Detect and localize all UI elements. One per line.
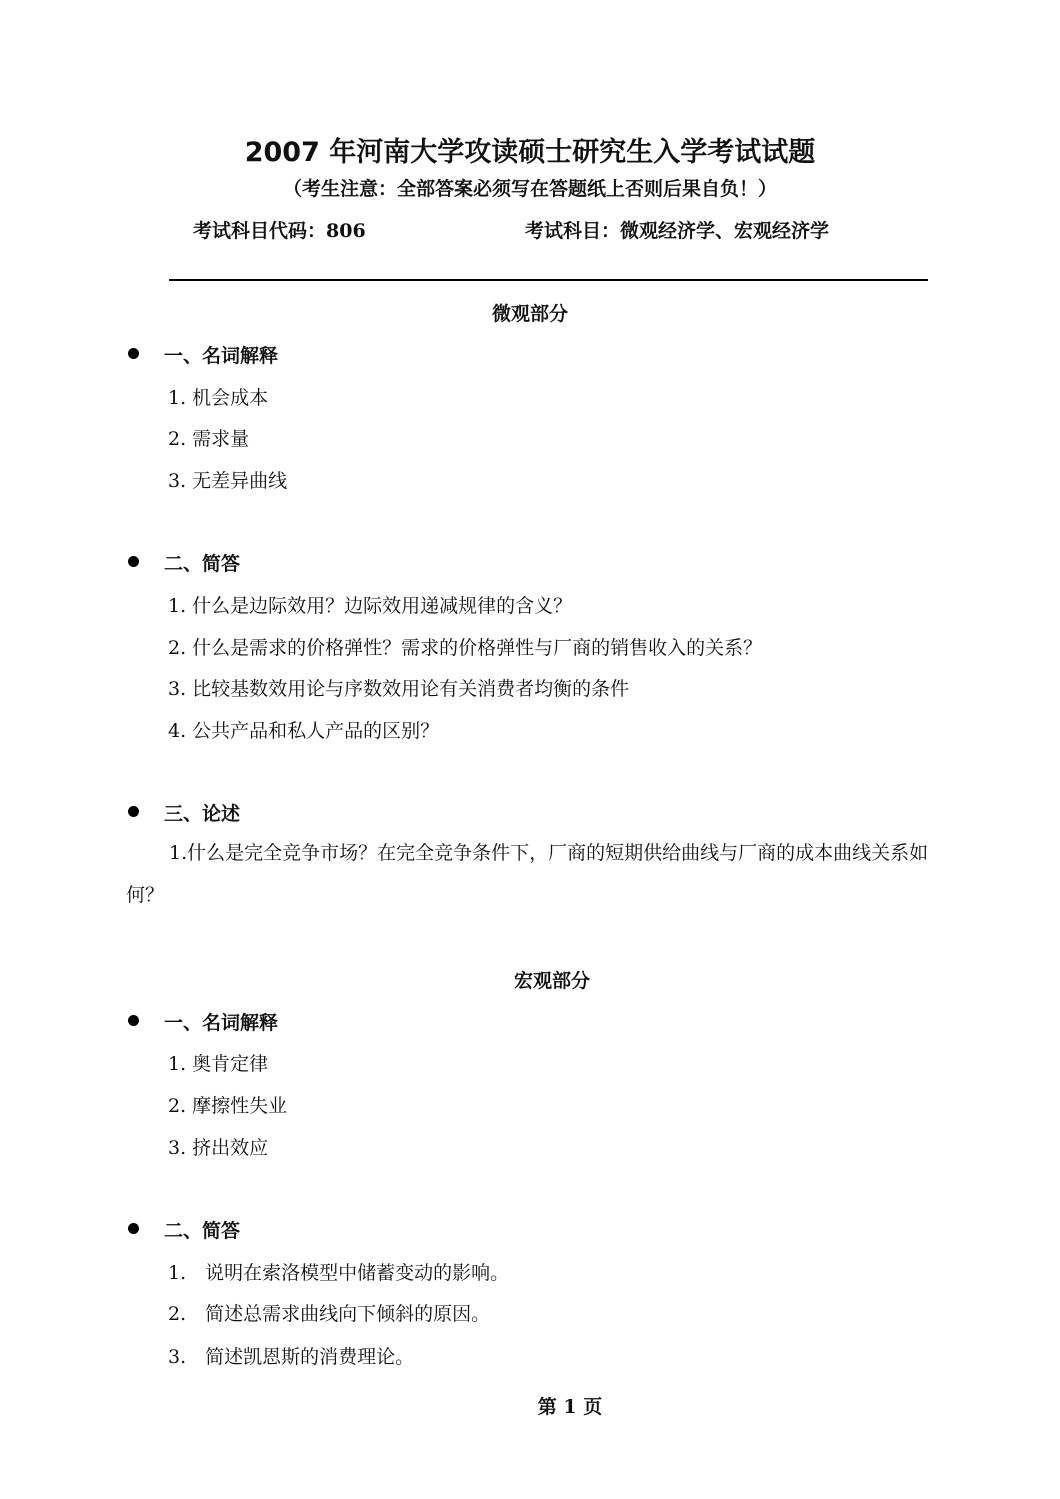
bullet-icon [128, 348, 139, 359]
micro-terms-heading: 一、名词解释 [164, 345, 279, 367]
bullet-icon [128, 556, 139, 567]
page-number: 第 1 页 [537, 1396, 603, 1418]
list-item: 2. 需求量 [168, 428, 250, 450]
micro-short-heading: 二、简答 [164, 553, 241, 575]
list-item: 1. 什么是边际效用？边际效用递减规律的含义？ [168, 595, 573, 617]
header-divider [169, 279, 928, 281]
list-item: 2. 摩擦性失业 [168, 1095, 288, 1117]
essay-question: 1.什么是完全竞争市场？在完全竞争条件下，厂商的短期供给曲线与厂商的成本曲线关系如何？ [126, 842, 929, 906]
micro-essay-heading: 三、论述 [164, 803, 241, 825]
macro-section-title: 宏观部分 [513, 970, 590, 992]
list-item: 4. 公共产品和私人产品的区别？ [168, 720, 440, 742]
macro-short-heading: 二、简答 [164, 1220, 241, 1242]
subject-name: 考试科目：微观经济学、宏观经济学 [525, 220, 830, 242]
subject-code: 考试科目代码：806 [193, 220, 366, 242]
list-item: 1. 说明在索洛模型中储蓄变动的影响。 [168, 1262, 510, 1284]
list-item: 3. 比较基数效用论与序数效用论有关消费者均衡的条件 [168, 678, 630, 700]
list-item: 2. 什么是需求的价格弹性？需求的价格弹性与厂商的销售收入的关系？ [168, 637, 763, 659]
macro-terms-heading: 一、名词解释 [164, 1012, 279, 1034]
list-item: 1. 奥肯定律 [168, 1053, 269, 1075]
exam-title: 2007 年河南大学攻读硕士研究生入学考试试题 [244, 137, 816, 168]
bullet-icon [128, 806, 139, 817]
list-item: 3. 简述凯恩斯的消费理论。 [168, 1346, 415, 1368]
exam-notice: （考生注意：全部答案必须写在答题纸上否则后果自负！） [282, 178, 777, 200]
micro-section-title: 微观部分 [491, 303, 568, 325]
bullet-icon [128, 1223, 139, 1234]
list-item: 3. 无差异曲线 [168, 470, 288, 492]
list-item: 1. 机会成本 [168, 387, 269, 409]
bullet-icon [128, 1015, 139, 1026]
list-item: 3. 挤出效应 [168, 1137, 269, 1159]
list-item: 2. 简述总需求曲线向下倾斜的原因。 [168, 1303, 491, 1325]
